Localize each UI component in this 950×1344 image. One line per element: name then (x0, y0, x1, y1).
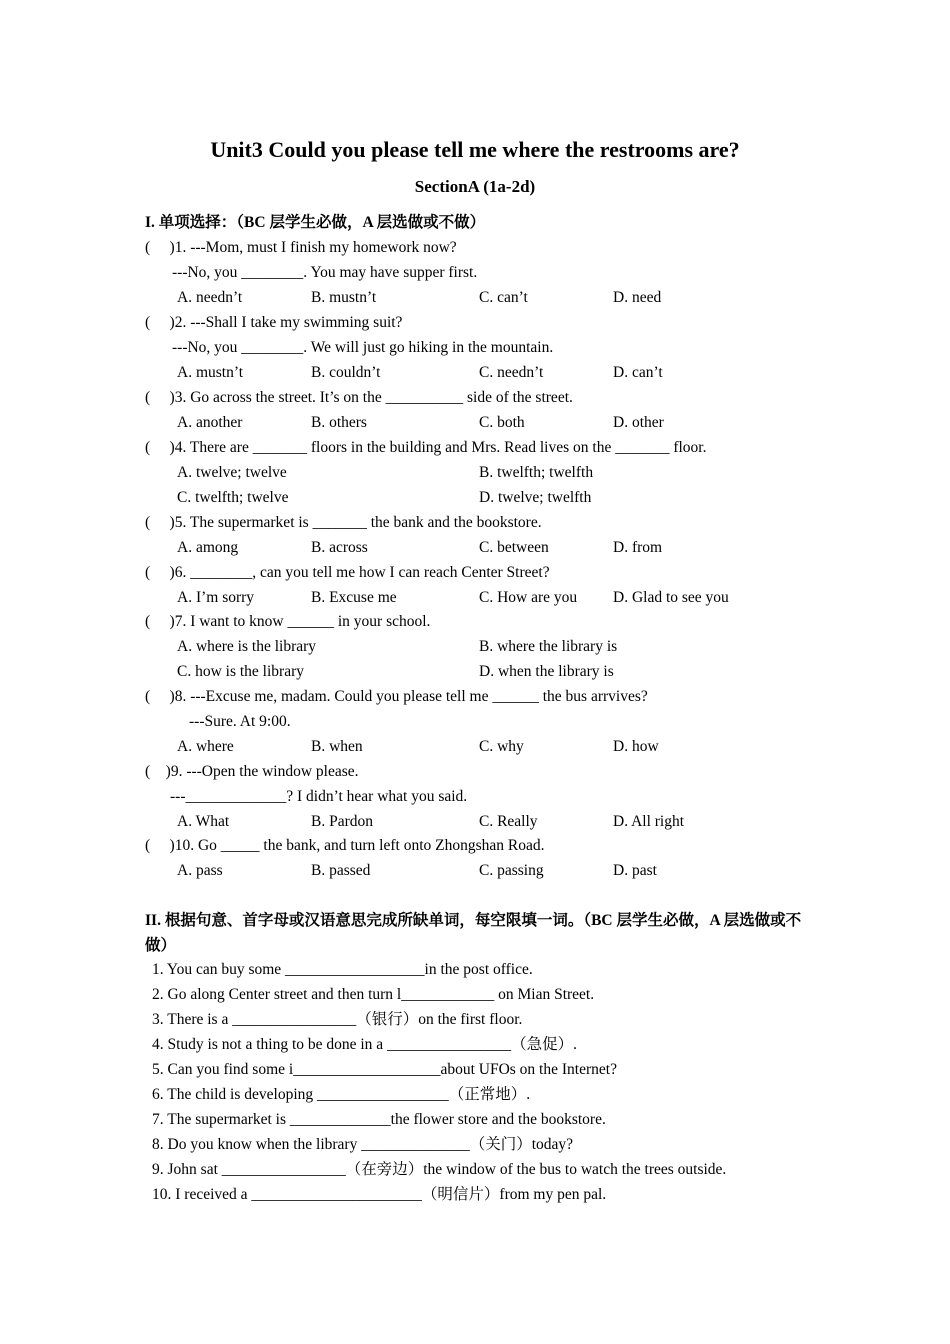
question-2-option-a: A. mustn’t (177, 364, 244, 381)
question-2-option-c: C. needn’t (479, 364, 544, 381)
question-5-option-b: B. across (311, 539, 368, 556)
fill-item-2: 2. Go along Center street and then turn l____________ on Mian Street. (152, 986, 595, 1003)
question-6-option-c: C. How are you (479, 589, 578, 606)
question-6-stem: ( )6. ________, can you tell me how I can reach Center Street? (145, 564, 550, 581)
question-9-option-c: C. Really (479, 813, 538, 830)
fill-item-3: 3. There is a ________________（银行）on the first floor. (152, 1011, 523, 1028)
section2-heading: II. 根据句意、首字母或汉语意思完成所缺单词，每空限填一词。（BC 层学生必做，A 层选做或不做） (145, 912, 802, 954)
question-1-option-a: A. needn’t (177, 289, 243, 306)
question-1-option-d: D. need (613, 289, 662, 306)
question-6-option-b: B. Excuse me (311, 589, 397, 606)
question-7-stem: ( )7. I want to know ______ in your school. (145, 613, 431, 630)
question-5-option-a: A. among (177, 539, 239, 556)
section-subtitle: SectionA (1a-2d) (414, 177, 536, 196)
question-7-option-b: B. where the library is (479, 638, 618, 655)
question-2-reply: ---No, you ________. We will just go hiking in the mountain. (172, 339, 554, 356)
question-4-option-c: C. twelfth; twelve (177, 489, 289, 506)
question-9-stem: ( )9. ---Open the window please. (145, 763, 359, 780)
question-10-option-d: D. past (613, 862, 657, 879)
question-3-stem: ( )3. Go across the street. It’s on the __________ side of the street. (145, 389, 573, 406)
fill-item-7: 7. The supermarket is _____________the flower store and the bookstore. (152, 1111, 606, 1128)
question-2-stem: ( )2. ---Shall I take my swimming suit? (145, 314, 403, 331)
question-10-option-b: B. passed (311, 862, 371, 879)
fill-item-1: 1. You can buy some __________________in the post office. (152, 961, 533, 978)
question-10-option-c: C. passing (479, 862, 544, 879)
fill-item-5: 5. Can you find some i___________________about UFOs on the Internet? (152, 1061, 617, 1078)
question-9-option-a: A. What (177, 813, 230, 830)
question-8-option-b: B. when (311, 738, 363, 755)
page-title: Unit3 Could you please tell me where the restrooms are? (210, 137, 740, 162)
question-6-option-d: D. Glad to see you (613, 589, 729, 606)
fill-item-10: 10. I received a ______________________（明信片）from my pen pal. (152, 1186, 607, 1203)
question-4-option-a: A. twelve; twelve (177, 464, 287, 481)
question-1-option-b: B. mustn’t (311, 289, 377, 306)
question-4-stem: ( )4. There are _______ floors in the building and Mrs. Read lives on the _______ floor. (145, 439, 707, 456)
question-2-option-b: B. couldn’t (311, 364, 381, 381)
section1-heading: I. 单项选择：（BC 层学生必做，A 层选做或不做） (145, 214, 486, 231)
question-1-reply: ---No, you ________. You may have supper first. (172, 264, 478, 281)
question-4-option-b: B. twelfth; twelfth (479, 464, 594, 481)
fill-item-4: 4. Study is not a thing to be done in a ________________（急促）. (152, 1036, 577, 1053)
question-3-option-c: C. both (479, 414, 525, 431)
question-5-option-c: C. between (479, 539, 549, 556)
question-9-reply: ---_____________? I didn’t hear what you said. (170, 788, 468, 805)
question-6-option-a: A. I’m sorry (177, 589, 255, 606)
fill-item-8: 8. Do you know when the library ______________（关门）today? (152, 1136, 574, 1153)
question-1-option-c: C. can’t (479, 289, 528, 306)
fill-item-9: 9. John sat ________________（在旁边）the window of the bus to watch the trees outside. (152, 1161, 727, 1178)
question-9-option-d: D. All right (613, 813, 685, 830)
question-8-option-a: A. where (177, 738, 234, 755)
question-1-stem: ( )1. ---Mom, must I finish my homework now? (145, 239, 457, 256)
question-7-option-c: C. how is the library (177, 663, 304, 680)
question-7-option-a: A. where is the library (177, 638, 317, 655)
question-8-option-d: D. how (613, 738, 659, 755)
question-3-option-d: D. other (613, 414, 664, 431)
question-9-option-b: B. Pardon (311, 813, 373, 830)
question-5-stem: ( )5. The supermarket is _______ the bank and the bookstore. (145, 514, 542, 531)
question-8-stem: ( )8. ---Excuse me, madam. Could you please tell me ______ the bus arrvives? (145, 688, 648, 705)
question-5-option-d: D. from (613, 539, 663, 556)
question-4-option-d: D. twelve; twelfth (479, 489, 592, 506)
question-10-option-a: A. pass (177, 862, 223, 879)
question-3-option-b: B. others (311, 414, 367, 431)
question-10-stem: ( )10. Go _____ the bank, and turn left onto Zhongshan Road. (145, 837, 545, 854)
question-2-option-d: D. can’t (613, 364, 663, 381)
question-8-reply: ---Sure. At 9:00. (189, 713, 291, 730)
question-7-option-d: D. when the library is (479, 663, 614, 680)
question-8-option-c: C. why (479, 738, 524, 755)
fill-item-6: 6. The child is developing _________________（正常地）. (152, 1086, 531, 1103)
question-3-option-a: A. another (177, 414, 243, 431)
